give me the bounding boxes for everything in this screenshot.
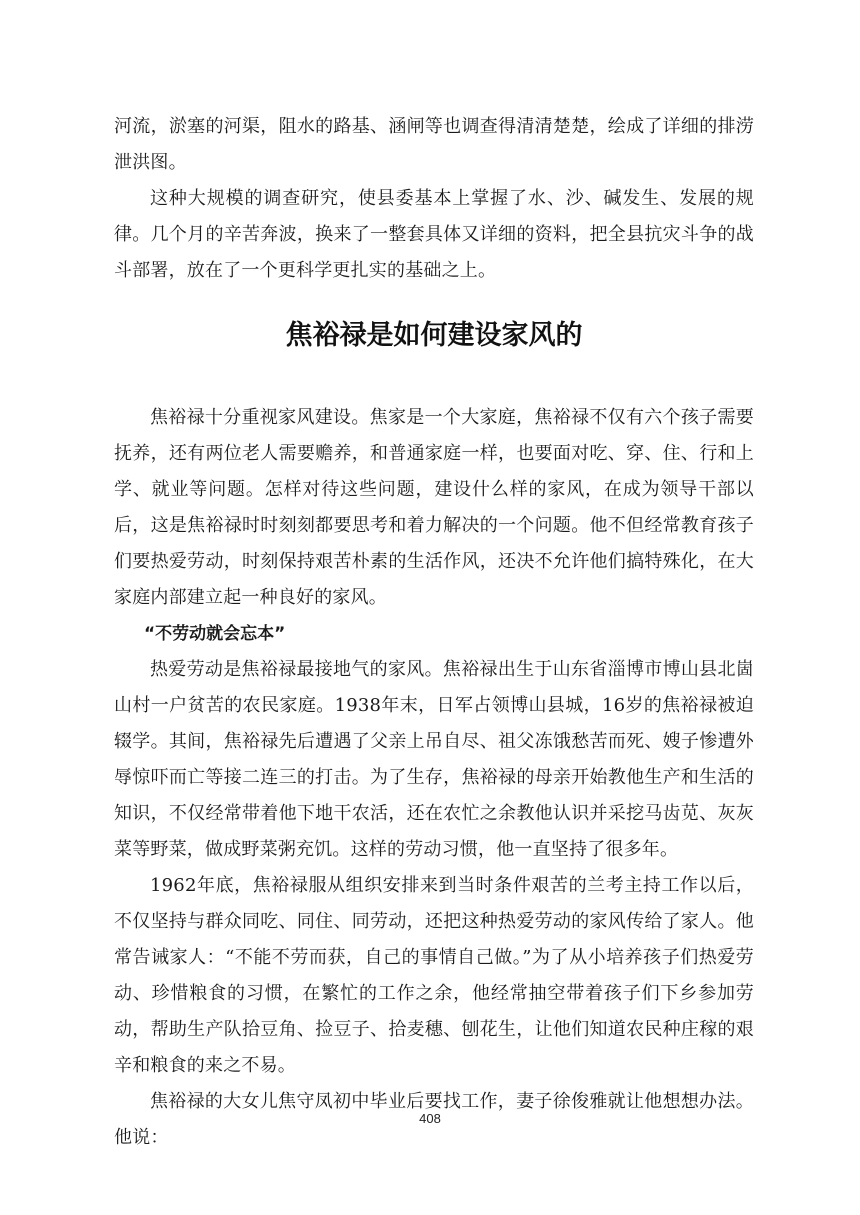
section-title: 焦裕禄是如何建设家风的 [285,320,583,351]
subheading: “不劳动就会忘本” [144,624,286,644]
paragraph-family-values-intro: 焦裕禄十分重视家风建设。焦家是一个大家庭，焦裕禄不仅有六个孩子需要抚养，还有两位老人需要赡养，和普通家庭一样，也要面对吃、穿、住、行和上学、就业等问题。怎样对待这些问题，建设什么样的家风，在成为领导干部以后，这是焦裕禄时时刻刻都要思考和着力解决的一个问题。他不但经常教育孩子们要热爱劳动，时刻保持艰苦朴素的生活作风，还决不允许他们搞特殊化，在大家庭内部建立起一种良好的家风。 [114,407,754,608]
page-number: 408 [419,1111,441,1126]
paragraph-survey-results: 这种大规模的调查研究，使县委基本上掌握了水、沙、碱发生、发展的规律。几个月的辛苦奔波，换来了一整套具体又详细的资料，把全县抗灾斗争的战斗部署，放在了一个更科学更扎实的基础之上。 [114,188,754,281]
paragraph-lankao-1962: 1962年底，焦裕禄服从组织安排来到当时条件艰苦的兰考主持工作以后，不仅坚持与群众同吃、同住、同劳动，还把这种热爱劳动的家风传给了家人。他常告诫家人：“不能不劳而获，自己的事情自己做。”为了从小培养孩子们热爱劳动、珍惜粮食的习惯，在繁忙的工作之余，他经常抽空带着孩子们下乡参加劳动，帮助生产队拾豆角、捡豆子、拾麦穗、刨花生，让他们知道农民种庄稼的艰辛和粮食的来之不易。 [114,875,754,1076]
section-body [114,400,754,1156]
paragraph-love-of-labor: 热爱劳动是焦裕禄最接地气的家风。焦裕禄出生于山东省淄博市博山县北崮山村一户贫苦的农民家庭。1938年末，日军占领博山县城，16岁的焦裕禄被迫辍学。其间，焦裕禄先后遭遇了父亲上吊自尽、祖父冻饿愁苦而死、嫂子惨遭外辱惊吓而亡等接二连三的打击。为了生存，焦裕禄的母亲开始教他生产和生活的知识，不仅经常带着他下地干农活，还在农忙之余教他认识并采挖马齿苋、灰灰菜等野菜，做成野菜粥充饥。这样的劳动习惯，他一直坚持了很多年。 [114,659,754,860]
paragraph-continued: 河流，淤塞的河渠，阻水的路基、涵闸等也调查得清清楚楚，绘成了详细的排涝泄洪图。 [114,116,754,173]
opening-text-block [114,109,754,289]
paragraph-eldest-daughter: 焦裕禄的大女儿焦守凤初中毕业后要找工作，妻子徐俊雅就让他想想办法。他说： [114,1091,754,1148]
